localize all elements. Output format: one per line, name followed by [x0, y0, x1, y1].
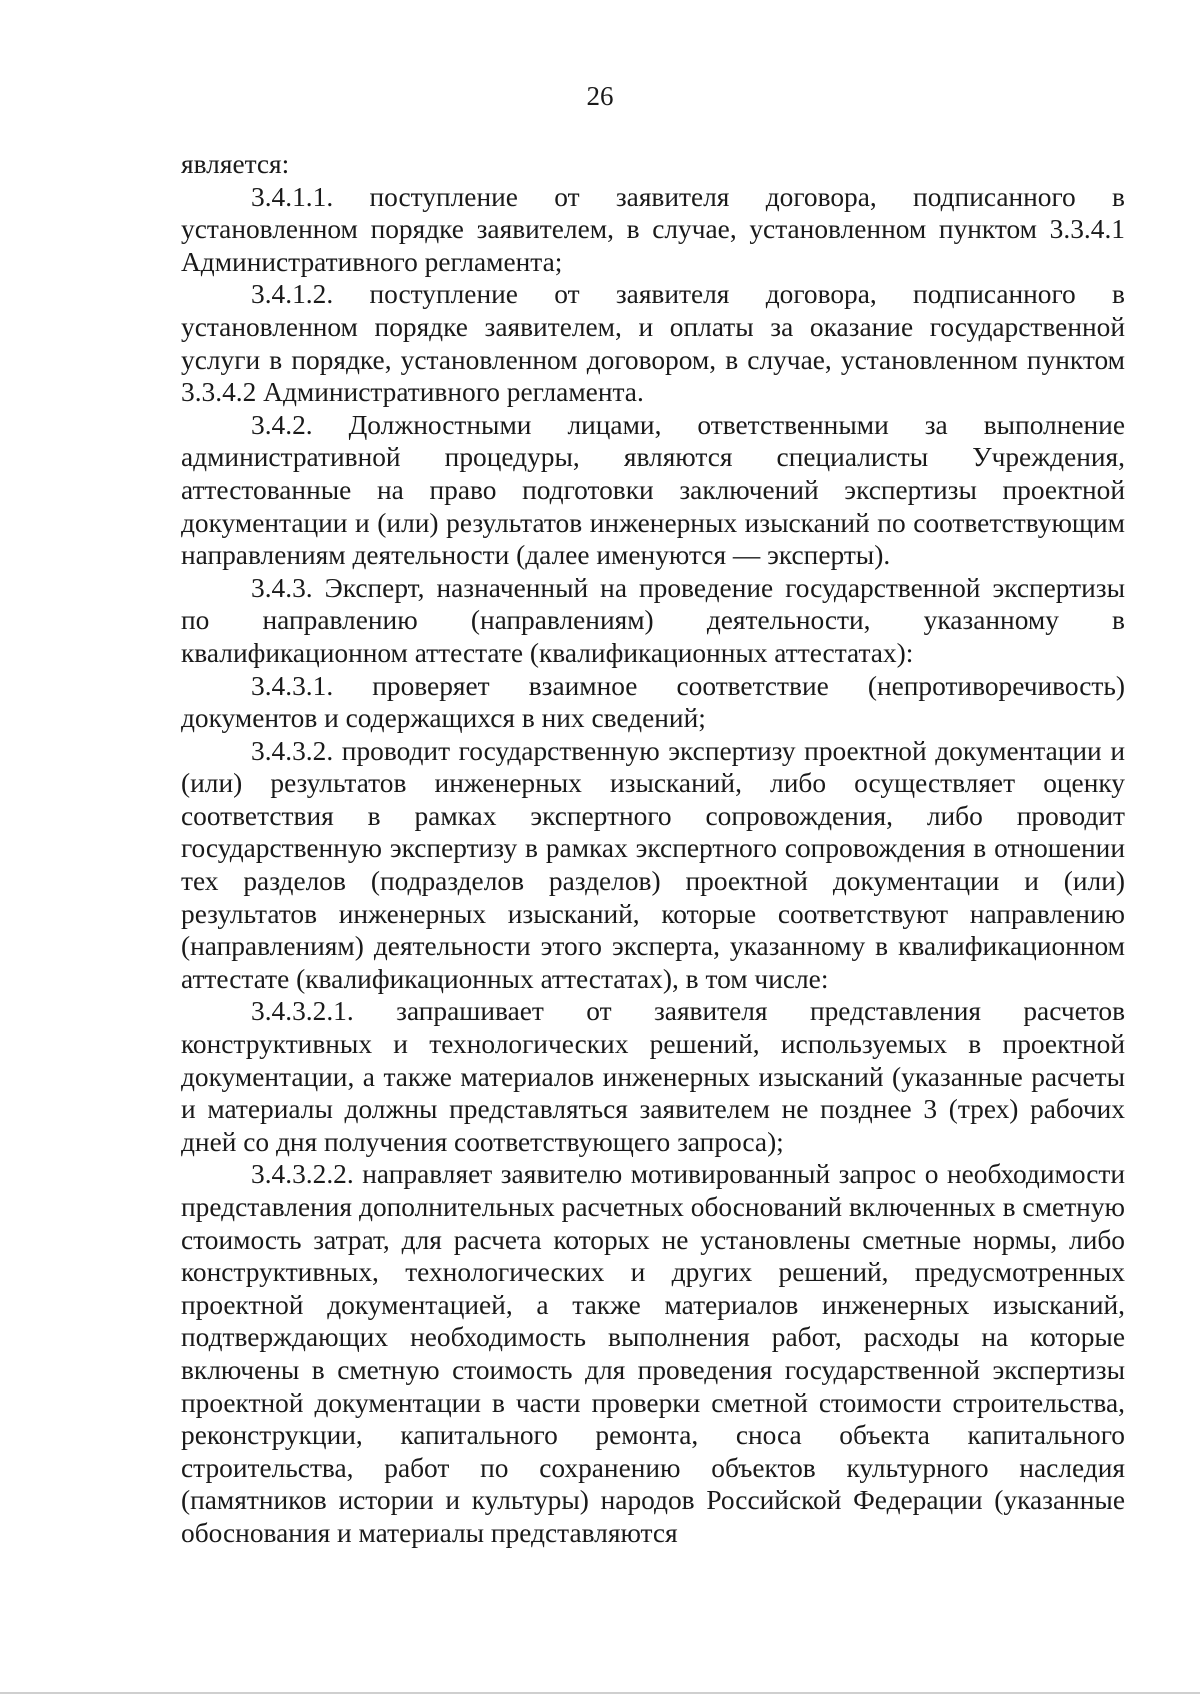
paragraph-3-4-3-2-2: 3.4.3.2.2. направляет заявителю мотивированный запрос о необходимости представления дополнительных расчетных обоснований включенных в сметную стоимость затрат, для расчета которых не установлены сметные нормы, либо конструктивных, технологических и других решений, предусмотренных проектной документацией, а также материалов инженерных изысканий, подтверждающих необходимость выполнения работ, расходы на которые включены в сметную стоимость для проведения государственной экспертизы проектной документации в части проверки сметной стоимости строительства, реконструкции, капитального ремонта, сноса объекта капитального строительства, работ по сохранению объектов культурного наследия (памятников истории и культуры) народов Российской Федерации (указанные обоснования и материалы представляются	[181, 1159, 1125, 1548]
paragraph-3-4-3-2-1: 3.4.3.2.1. запрашивает от заявителя представления расчетов конструктивных и технологических решений, используемых в проектной документации, а также материалов инженерных изысканий (указанные расчеты и материалы должны представляться заявителем не позднее 3 (трех) рабочих дней со дня получения соответствующего запроса);	[181, 996, 1125, 1157]
scan-bottom-edge	[0, 1692, 1200, 1694]
paragraph-3-4-3: 3.4.3. Эксперт, назначенный на проведение государственной экспертизы по направлению (направлениям) деятельности, указанному в квалификационном аттестате (квалификационных аттестатах):	[181, 572, 1125, 668]
paragraph-continuation: является:	[181, 149, 290, 179]
paragraph-3-4-3-1: 3.4.3.1. проверяет взаимное соответствие (непротиворечивость) документов и содержащихся в них сведений;	[181, 670, 1125, 734]
paragraph-3-4-1-1: 3.4.1.1. поступление от заявителя договора, подписанного в установленном порядке заявителем, в случае, установленном пунктом 3.3.4.1 Административного регламента;	[181, 181, 1125, 277]
paragraph-3-4-2: 3.4.2. Должностными лицами, ответственными за выполнение административной процедуры, являются специалисты Учреждения, аттестованные на право подготовки заключений экспертизы проектной документации и (или) результатов инженерных изысканий по соответствующим направлениям деятельности (далее именуются — эксперты).	[181, 409, 1125, 571]
document-body	[181, 148, 1125, 1550]
paragraph-3-4-1-2: 3.4.1.2. поступление от заявителя договора, подписанного в установленном порядке заявителем, и оплаты за оказание государственной услуги в порядке, установленном договором, в случае, установленном пунктом 3.3.4.2 Административного регламента.	[181, 279, 1125, 408]
paragraph-3-4-3-2: 3.4.3.2. проводит государственную экспертизу проектной документации и (или) результатов инженерных изысканий, либо осуществляет оценку соответствия в рамках экспертного сопровождения, либо проводит государственную экспертизу в рамках экспертного сопровождения в отношении тех разделов (подразделов разделов) проектной документации и (или) результатов инженерных изысканий, которые соответствуют направлению (направлениям) деятельности этого эксперта, указанному в квалификационном аттестате (квалификационных аттестатах), в том числе:	[181, 735, 1125, 994]
page-number: 26	[586, 81, 614, 111]
